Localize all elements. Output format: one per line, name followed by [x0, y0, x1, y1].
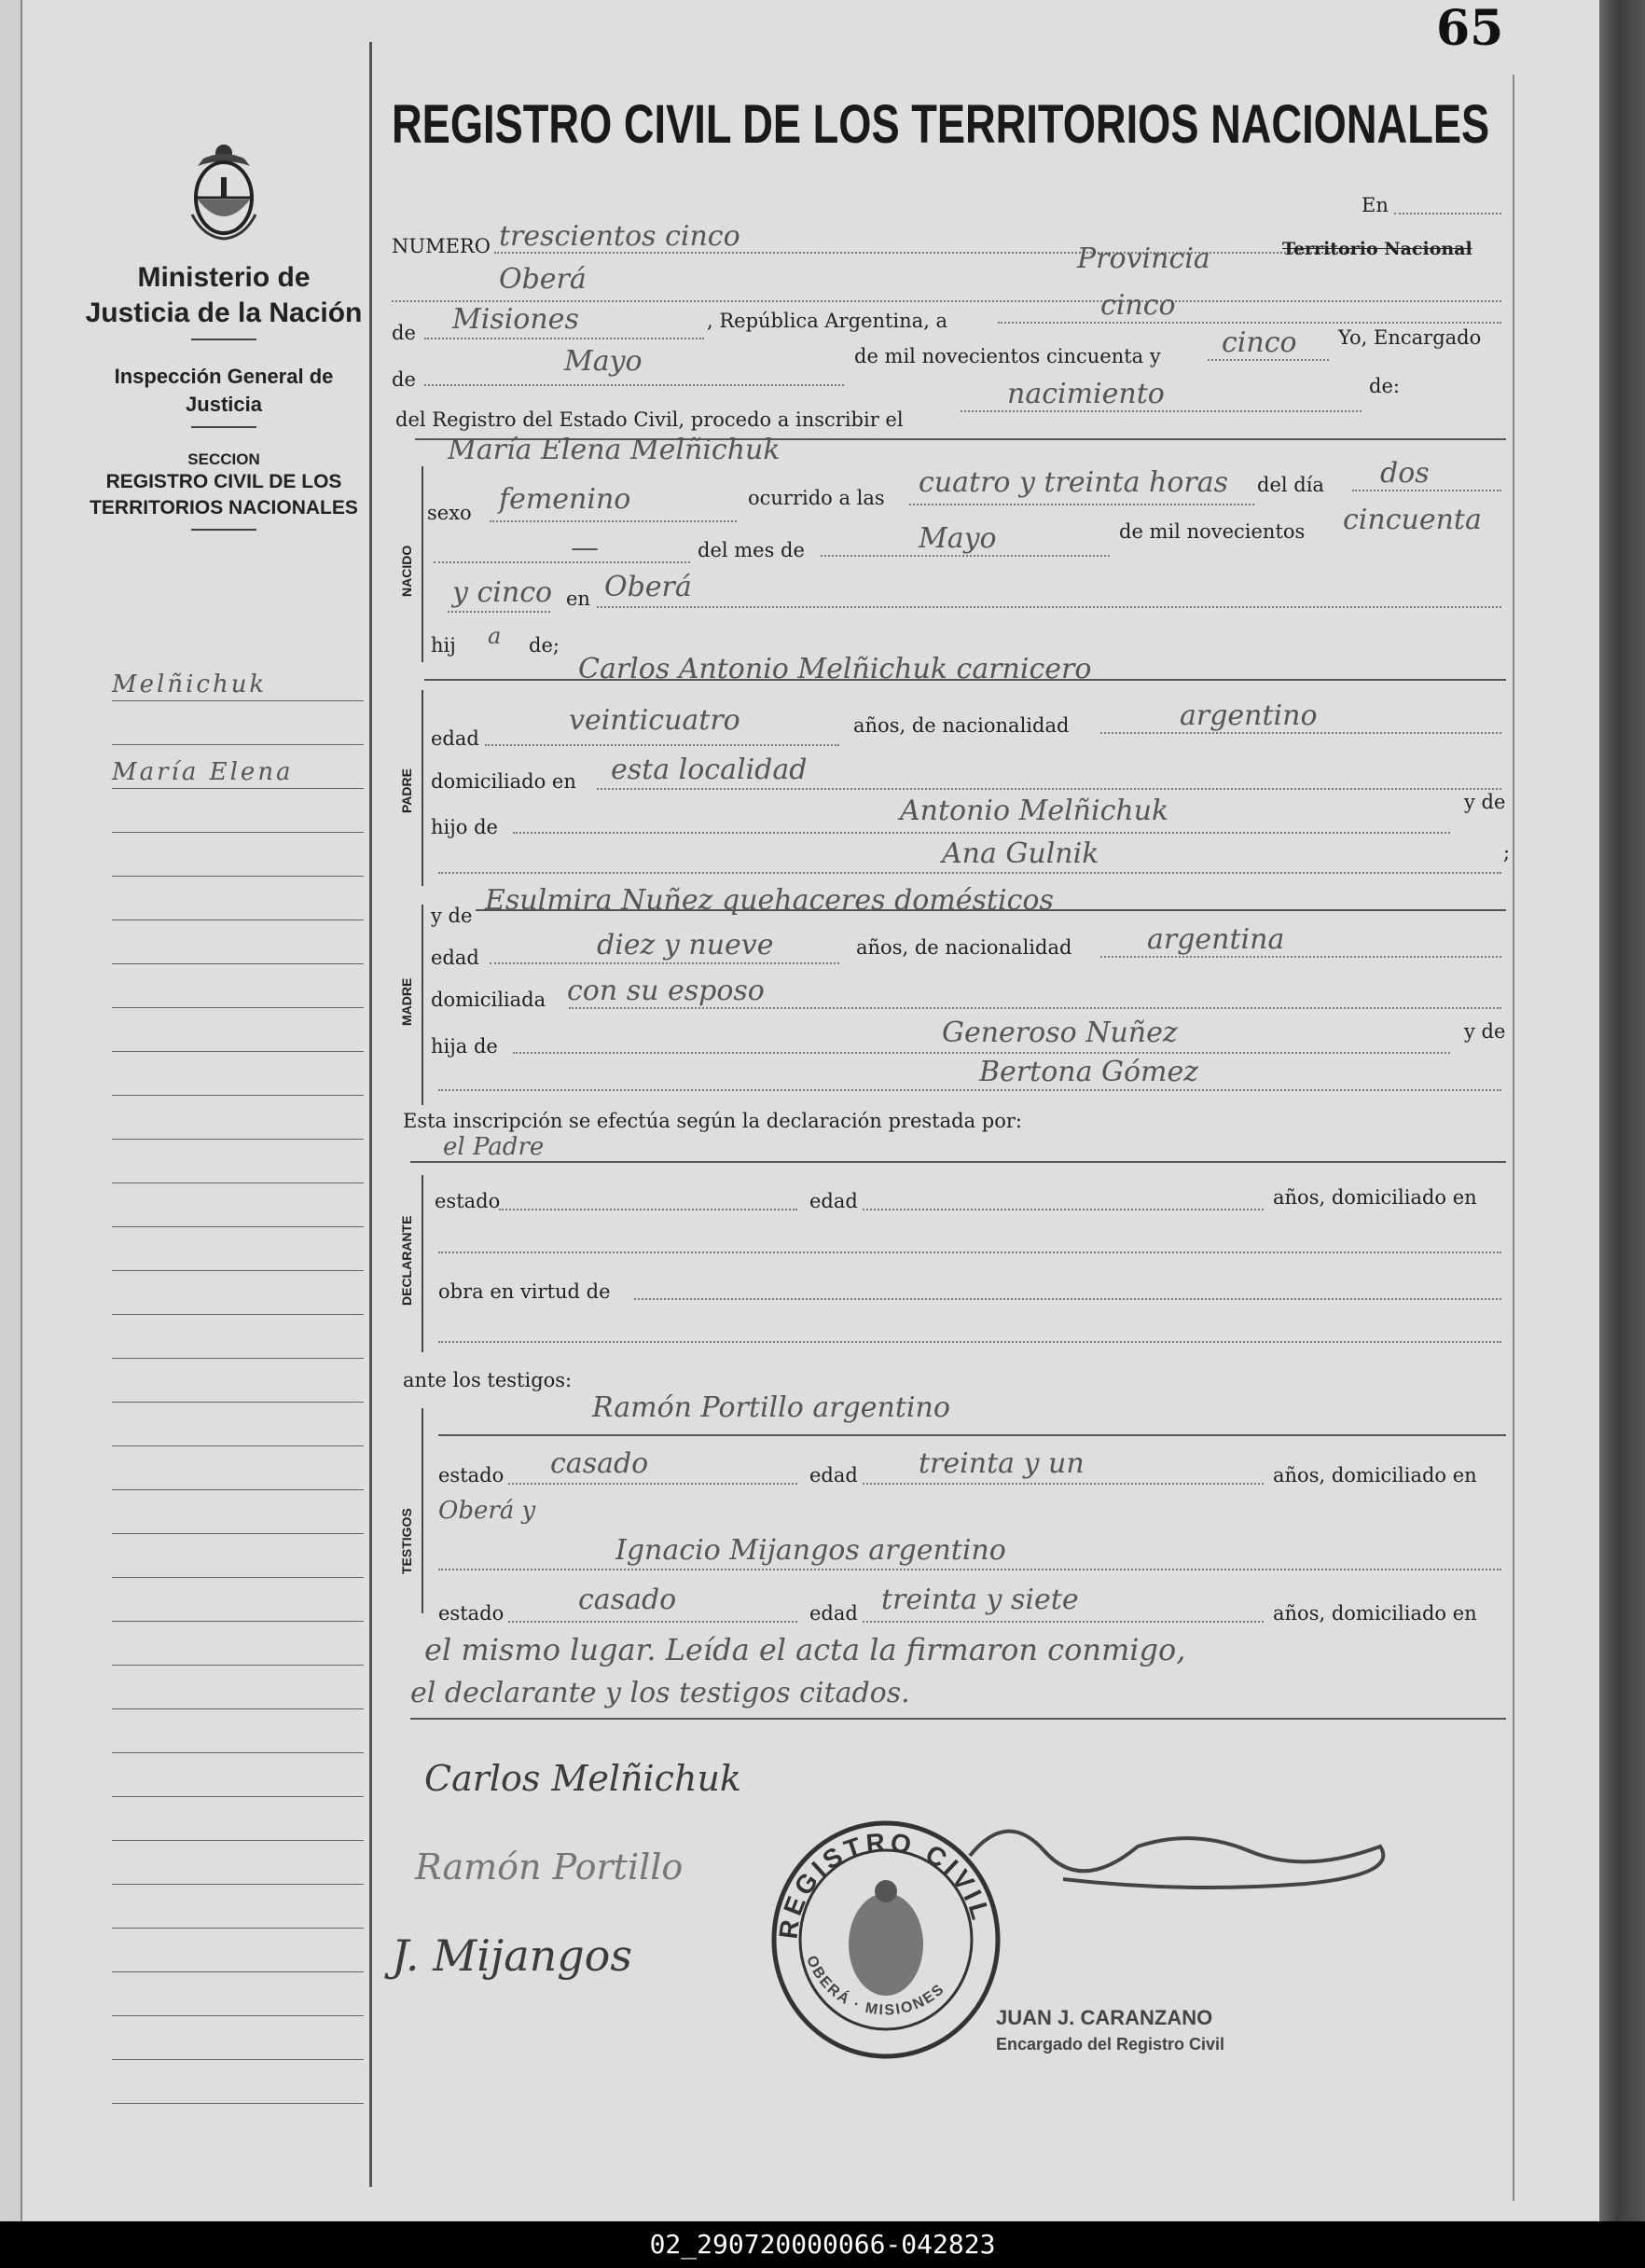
y-de-label: y de — [431, 905, 473, 927]
index-line — [112, 1227, 364, 1271]
provincia-label: Provincia — [1077, 242, 1210, 275]
lugar-value: Oberá — [499, 263, 587, 296]
en-label: En — [1362, 194, 1389, 216]
footer-id: 02_290720000066-042823 — [0, 2221, 1645, 2268]
dotted-line — [438, 1252, 1501, 1253]
dotted-line — [490, 520, 737, 522]
madre-nombre: Esulmira Nuñez quehaceres domésticos — [485, 884, 1054, 917]
index-line — [112, 789, 364, 833]
obra-label: obra en virtud de — [438, 1280, 611, 1303]
dotted-line — [863, 1621, 1264, 1623]
rule — [410, 1718, 1506, 1720]
y-de-label: y de — [1464, 1020, 1506, 1043]
index-line — [112, 1622, 364, 1666]
testigo-2-nombre: Ignacio Mijangos argentino — [615, 1534, 1006, 1567]
index-line — [112, 1140, 364, 1183]
dotted-line — [513, 832, 1450, 834]
de-label: de; — [529, 634, 560, 657]
testigo-2-edad: treinta y siete — [881, 1583, 1079, 1616]
registry-name: REGISTRO CIVIL DE LOS TERRITORIOS NACIONALES — [90, 471, 358, 519]
dotted-line — [438, 1341, 1501, 1343]
de-label: de — [392, 368, 416, 391]
index-line — [112, 2060, 364, 2104]
del-registro-label: del Registro del Estado Civil, procedo a inscribir el — [395, 408, 904, 431]
de-colon: de: — [1369, 375, 1400, 397]
edad-label: edad — [809, 1464, 858, 1487]
index-line — [112, 2016, 364, 2060]
nacido-nombre: María Elena Melñichuk — [448, 434, 781, 466]
republica-label: , República Argentina, a — [707, 310, 948, 332]
encargado-block — [996, 2005, 1224, 2057]
dotted-line — [494, 252, 1352, 254]
nacionalidad-value: argentino — [1180, 699, 1318, 732]
edad-label: edad — [431, 947, 479, 969]
encargado-cargo: Encargado del Registro Civil — [996, 2035, 1225, 2054]
dotted-line — [863, 1209, 1264, 1210]
right-rule — [1513, 75, 1514, 2201]
index-line — [112, 1403, 364, 1446]
edad-value: veinticuatro — [569, 704, 740, 737]
estado-label: estado — [438, 1464, 505, 1487]
declarante-intro: Esta inscripción se efectúa según la declaración prestada por: — [403, 1110, 1022, 1132]
edad-label: edad — [431, 727, 479, 750]
domicilio-value: esta localidad — [611, 754, 808, 786]
section-label: SECCION — [187, 450, 260, 468]
domicilio-label: domiciliado en — [431, 770, 576, 793]
section-bracket — [422, 1175, 423, 1352]
lugar-value: Oberá — [604, 571, 692, 603]
section-bracket — [422, 1408, 423, 1613]
dotted-line — [909, 504, 1254, 505]
testigo-1-estado: casado — [550, 1447, 649, 1480]
domicilio-label: domiciliada — [431, 989, 546, 1011]
divider — [191, 339, 256, 340]
testigo-1-nombre: Ramón Portillo argentino — [592, 1391, 950, 1424]
firma-testigo-2: J. Mijangos — [392, 1930, 632, 1981]
padre-nombre: Carlos Antonio Melñichuk carnicero — [578, 653, 1092, 685]
index-line — [112, 657, 364, 701]
index-line — [112, 1578, 364, 1622]
divider — [191, 529, 256, 531]
dotted-line — [569, 1007, 1501, 1009]
nacionalidad-label: años, de nacionalidad — [856, 936, 1072, 959]
hij-a: a — [488, 623, 502, 649]
dotted-line — [634, 1298, 1501, 1300]
form-title: REGISTRO CIVIL DE LOS TERRITORIOS NACIONALES — [392, 94, 1490, 155]
divider — [191, 426, 256, 428]
dotted-line — [490, 962, 839, 964]
dotted-line — [508, 1483, 797, 1485]
dotted-line — [597, 788, 1501, 790]
nacido-label: NACIDO — [399, 545, 414, 597]
anios-domicilio-label: años, domiciliado en — [1273, 1464, 1477, 1487]
sexo-value: femenino — [499, 483, 631, 516]
declarante-label: DECLARANTE — [399, 1215, 414, 1306]
index-line — [112, 1885, 364, 1929]
index-line — [112, 1359, 364, 1403]
ocurrido-label: ocurrido a las — [748, 487, 885, 509]
dotted-line — [998, 322, 1501, 324]
firma-testigo-1: Ramón Portillo — [415, 1846, 684, 1888]
dotted-line — [1394, 213, 1501, 214]
en-label: en — [566, 588, 590, 610]
index-lines — [112, 657, 364, 2104]
stamp-bottom-text: OBERÁ · MISIONES — [803, 1953, 948, 2019]
dotted-line — [821, 555, 1110, 557]
dotted-line — [434, 561, 690, 563]
anio-value: cinco — [1222, 326, 1297, 359]
hij-label: hij — [431, 634, 456, 657]
registro-civil-stamp — [765, 1819, 1007, 2061]
territorio-label: Territorio Nacional — [1282, 239, 1472, 259]
cierre-1: el mismo lugar. Leída el acta la firmaron conmigo, — [424, 1632, 1186, 1667]
dotted-line — [1208, 359, 1329, 361]
index-line — [112, 1797, 364, 1841]
index-line — [112, 1490, 364, 1534]
index-line — [112, 1972, 364, 2016]
abuelo-paterno: Antonio Melñichuk — [900, 795, 1169, 827]
index-line — [112, 833, 364, 877]
stamp-top-text: REGISTRO CIVIL — [773, 1827, 997, 1941]
index-line — [112, 1271, 364, 1315]
page-number: 65 — [1436, 0, 1504, 57]
dotted-line — [424, 338, 704, 339]
rule — [424, 679, 1506, 681]
abuela-paterna: Ana Gulnik — [942, 837, 1099, 870]
rule — [476, 909, 1506, 911]
dotted-line — [424, 384, 844, 386]
section-bracket — [422, 466, 423, 662]
cierre-2: el declarante y los testigos citados. — [410, 1677, 910, 1709]
del-mes-label: del mes de — [698, 539, 805, 561]
domicilio-value: con su esposo — [567, 975, 765, 1007]
dia-value: dos — [1380, 457, 1430, 490]
dotted-line — [485, 744, 839, 746]
index-line — [112, 1183, 364, 1227]
dotted-line — [513, 1052, 1450, 1054]
anio-2: y cinco — [452, 576, 553, 609]
dotted-line — [392, 300, 1501, 302]
binding-edge — [0, 0, 22, 2221]
abuelo-materno: Generoso Nuñez — [942, 1016, 1178, 1049]
index-line — [112, 1315, 364, 1359]
edad-label: edad — [809, 1602, 858, 1625]
index-line — [112, 1753, 364, 1797]
anios-domicilio-label: años, domiciliado en — [1273, 1186, 1477, 1209]
testigos-intro: ante los testigos: — [403, 1369, 573, 1391]
testigos-label: TESTIGOS — [399, 1508, 414, 1574]
anios-domicilio-label: años, domiciliado en — [1273, 1602, 1477, 1625]
dotted-line — [438, 1569, 1501, 1570]
encargado-nombre: JUAN J. CARANZANO — [996, 2006, 1213, 2029]
dotted-line — [438, 1089, 1501, 1091]
index-line — [112, 701, 364, 745]
section-bracket — [422, 905, 423, 1105]
sexo-label: sexo — [427, 502, 472, 524]
testigo-1-domicilio: Oberá y — [438, 1497, 536, 1525]
dotted-line — [863, 1483, 1264, 1485]
index-line — [112, 1008, 364, 1052]
dotted-line — [1100, 956, 1501, 958]
edad-label: edad — [809, 1190, 858, 1212]
de-mil-label: de mil novecientos — [1119, 520, 1306, 543]
de-mil-label: de mil novecientos cincuenta y — [854, 345, 1161, 367]
anio-1: cincuenta — [1343, 504, 1482, 536]
hijo-de-label: hijo de — [431, 816, 498, 838]
acto-value: nacimiento — [1007, 378, 1165, 410]
estado-label: estado — [435, 1190, 501, 1212]
hija-de-label: hija de — [431, 1035, 498, 1058]
index-line — [112, 1709, 364, 1753]
index-line — [112, 1929, 364, 1972]
rule — [438, 1434, 1506, 1436]
index-line — [112, 745, 364, 789]
de-label: de — [392, 322, 416, 344]
y-de-label: y de — [1464, 791, 1506, 813]
madre-label: MADRE — [399, 977, 414, 1026]
rule — [410, 1161, 1506, 1163]
index-surname: Melñichuk — [112, 671, 268, 698]
dotted-line — [438, 872, 1501, 874]
index-line — [112, 877, 364, 920]
firma-encargado — [951, 1800, 1417, 1912]
nacionalidad-label: años, de nacionalidad — [853, 714, 1070, 737]
del-dia-label: del día — [1257, 474, 1324, 496]
nacionalidad-value: argentina — [1147, 923, 1285, 956]
book-spine — [1599, 0, 1645, 2221]
estado-label: estado — [438, 1602, 505, 1625]
mes-value: Mayo — [564, 345, 643, 378]
index-line — [112, 1446, 364, 1490]
padre-label: PADRE — [399, 768, 414, 813]
declarante-nombre: el Padre — [443, 1133, 545, 1161]
numero-value: trescientos cinco — [499, 220, 740, 253]
dia-value: cinco — [1100, 289, 1176, 322]
yo-encargado: Yo, Encargado — [1338, 326, 1482, 349]
section-bracket — [422, 690, 423, 886]
numero-label: NUMERO — [392, 235, 491, 257]
dash: — — [571, 532, 599, 564]
dotted-line — [1352, 490, 1501, 491]
dotted-line — [1100, 732, 1501, 734]
semicolon: ; — [1503, 841, 1511, 864]
testigo-2-estado: casado — [578, 1583, 677, 1616]
index-line — [112, 1666, 364, 1709]
provincia-value: Misiones — [452, 303, 579, 336]
index-line — [112, 1534, 364, 1578]
ministry-name: Ministerio de Justicia de la Nación — [85, 262, 363, 328]
edad-value: diez y nueve — [597, 929, 774, 961]
index-line — [112, 920, 364, 964]
testigo-1-edad: treinta y un — [919, 1447, 1085, 1480]
abuela-materna: Bertona Gómez — [979, 1056, 1199, 1088]
coat-of-arms-icon — [185, 140, 263, 242]
index-line — [112, 1052, 364, 1096]
index-line — [112, 964, 364, 1008]
index-line — [112, 1096, 364, 1140]
inspection-name: Inspección General de Justicia — [114, 365, 334, 416]
index-name: María Elena — [112, 758, 294, 786]
dotted-line — [448, 611, 550, 613]
margin-rule — [369, 42, 372, 2187]
dotted-line — [508, 1621, 797, 1623]
hora-value: cuatro y treinta horas — [919, 466, 1229, 499]
firma-padre: Carlos Melñichuk — [424, 1758, 741, 1799]
dotted-line — [499, 1209, 797, 1210]
index-line — [112, 1841, 364, 1885]
sidebar — [84, 140, 364, 538]
dotted-line — [961, 410, 1362, 412]
dotted-line — [597, 606, 1501, 608]
mes-value: Mayo — [919, 522, 997, 555]
